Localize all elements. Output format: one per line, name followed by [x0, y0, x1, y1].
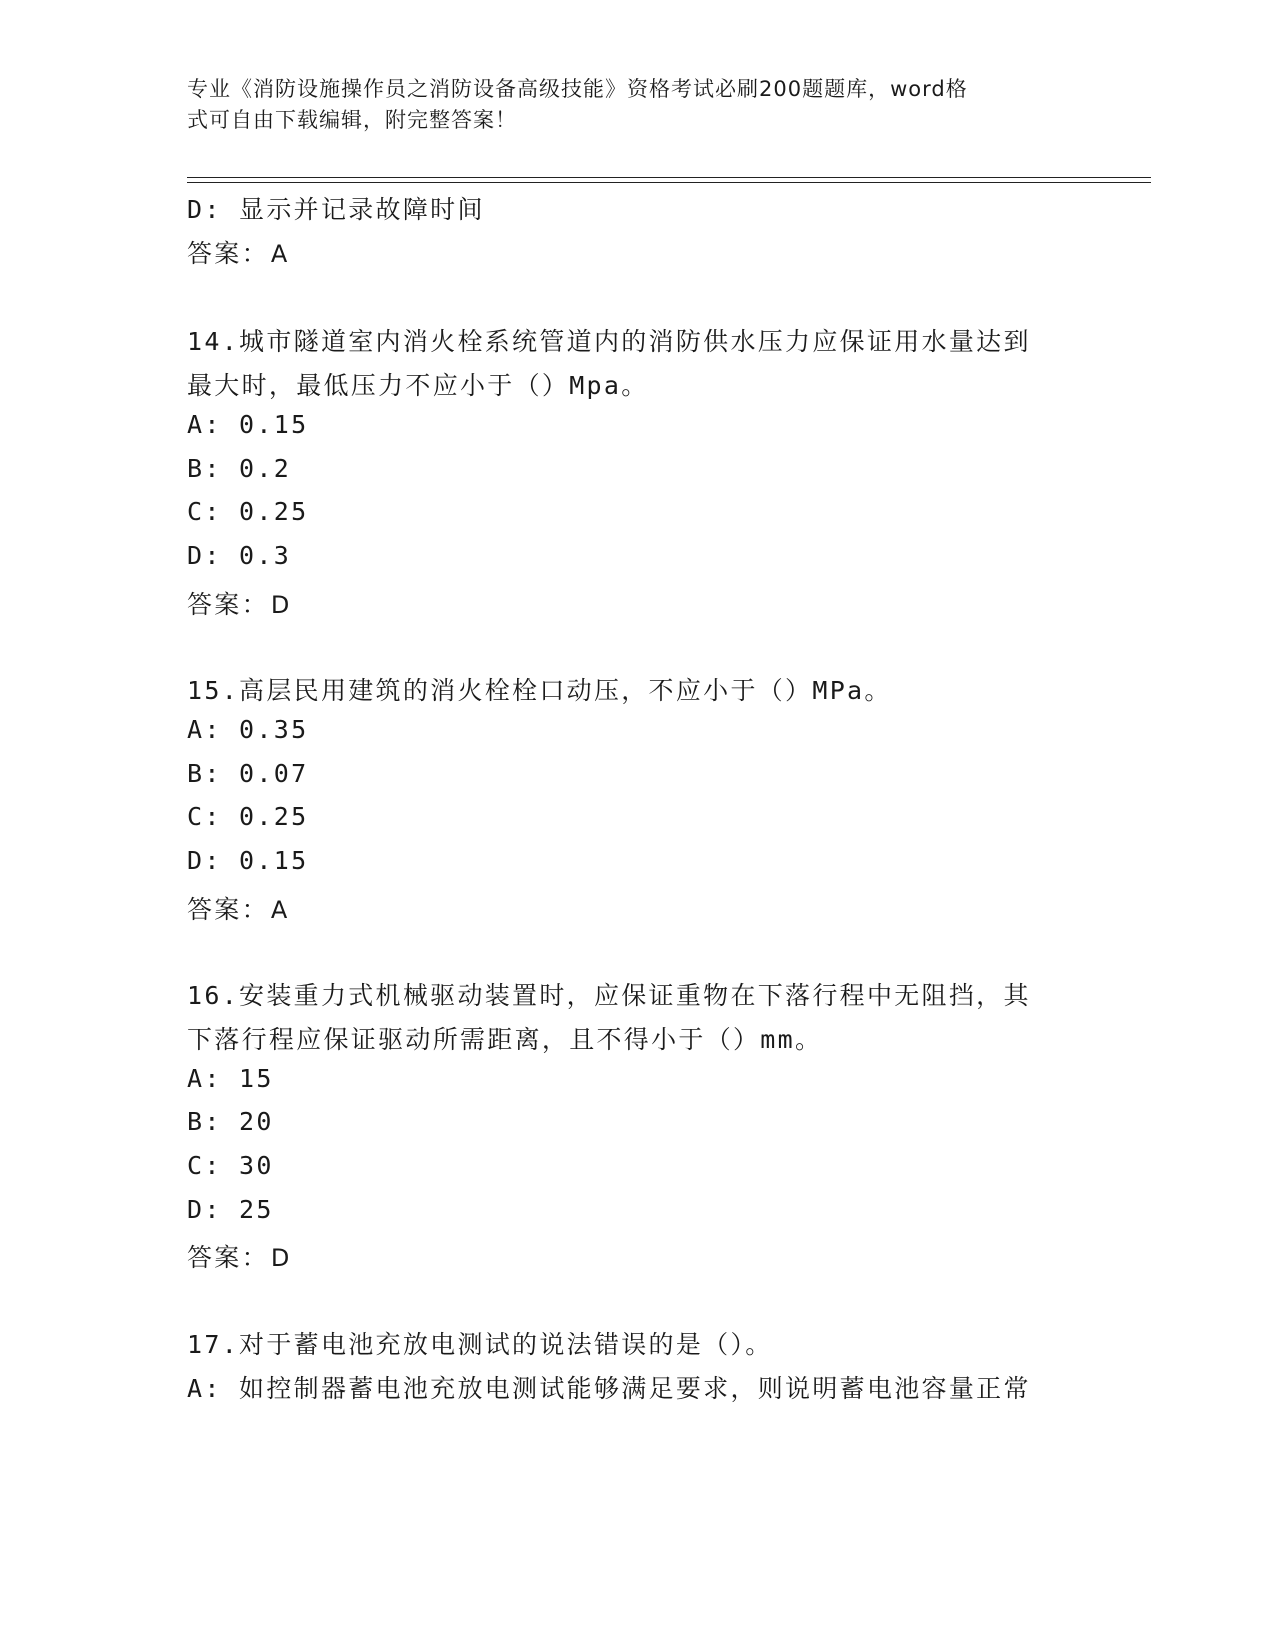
- question-14-option-a: A: 0.15: [187, 410, 309, 439]
- answer-value: D: [270, 591, 292, 619]
- document-header: [187, 74, 1067, 136]
- answer-label: 答案：: [187, 590, 269, 619]
- answer-label: 答案：: [187, 895, 269, 924]
- question-16-line-2: 下落行程应保证驱动所需距离，且不得小于（）mm。: [187, 1025, 823, 1054]
- answer-value: A: [270, 240, 290, 268]
- answer-value: A: [270, 896, 290, 924]
- answer-label: 答案：: [187, 239, 269, 268]
- question-16-option-c: C: 30: [187, 1151, 274, 1180]
- answer-label: 答案：: [187, 1243, 269, 1272]
- question-16-answer: [187, 1238, 292, 1274]
- question-14-line-2: 最大时，最低压力不应小于（）Mpa。: [187, 371, 649, 400]
- question-17-line-1: 17.对于蓄电池充放电测试的说法错误的是（）。: [187, 1330, 773, 1359]
- question-14-option-d: D: 0.3: [187, 541, 292, 570]
- question-15-option-a: A: 0.35: [187, 715, 309, 744]
- answer-value: D: [270, 1244, 292, 1272]
- question-14-answer: [187, 585, 292, 621]
- prev-answer: [187, 234, 290, 270]
- question-16-option-a: A: 15: [187, 1064, 274, 1093]
- header-line-1: 专业《消防设施操作员之消防设备高级技能》资格考试必刷200题题库，word格: [187, 77, 968, 101]
- question-15-line-1: 15.高层民用建筑的消火栓栓口动压，不应小于（）MPa。: [187, 676, 892, 705]
- question-16-option-d: D: 25: [187, 1195, 274, 1224]
- question-14-option-b: B: 0.2: [187, 454, 292, 483]
- question-17-option-a: A: 如控制器蓄电池充放电测试能够满足要求，则说明蓄电池容量正常: [187, 1374, 1031, 1403]
- question-15-option-b: B: 0.07: [187, 759, 309, 788]
- prev-option-d: D: 显示并记录故障时间: [187, 195, 485, 224]
- header-line-2: 式可自由下载编辑，附完整答案！: [187, 108, 517, 132]
- question-16-line-1: 16.安装重力式机械驱动装置时，应保证重物在下落行程中无阻挡，其: [187, 981, 1031, 1010]
- header-rule-bottom: [187, 182, 1151, 183]
- question-15-answer: [187, 890, 290, 926]
- question-15-option-d: D: 0.15: [187, 846, 309, 875]
- question-14-line-1: 14.城市隧道室内消火栓系统管道内的消防供水压力应保证用水量达到: [187, 327, 1031, 356]
- header-rule-top: [187, 177, 1151, 178]
- question-14-option-c: C: 0.25: [187, 497, 309, 526]
- question-16-option-b: B: 20: [187, 1107, 274, 1136]
- question-15-option-c: C: 0.25: [187, 802, 309, 831]
